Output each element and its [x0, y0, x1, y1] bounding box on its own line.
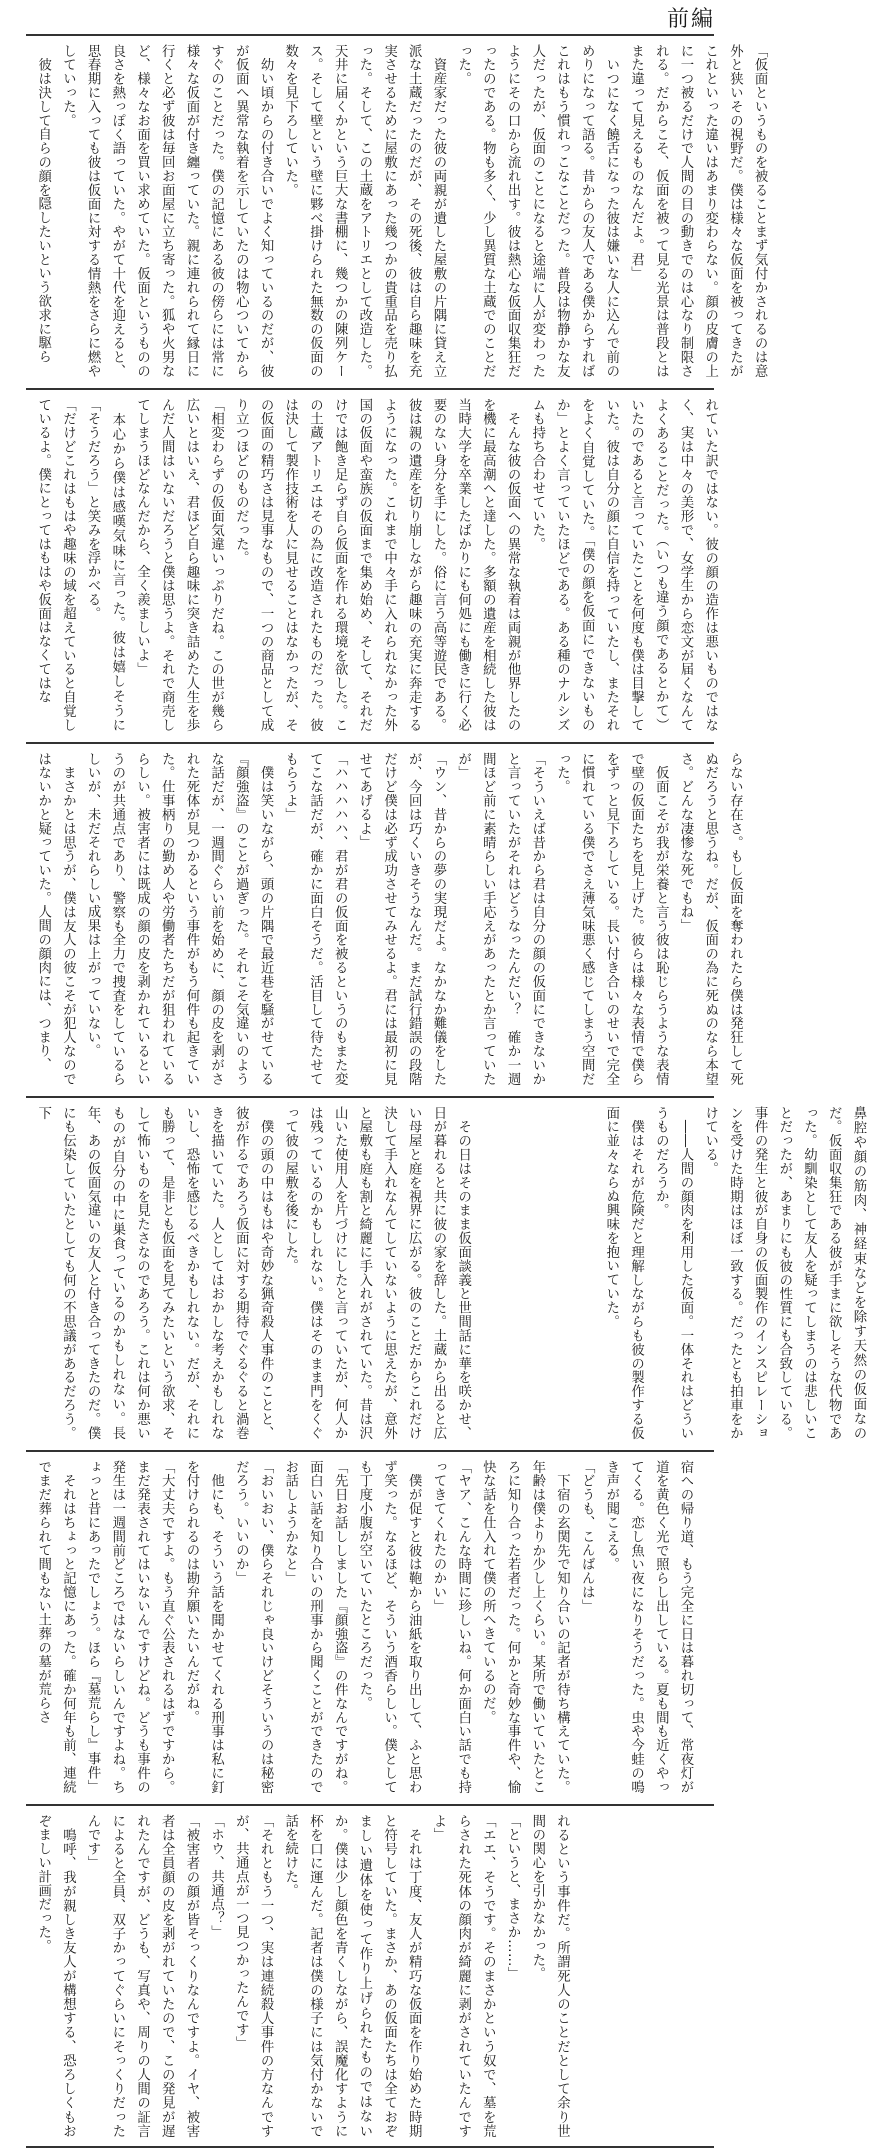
band-5-text: 宿への帰り道、もう完全に日は暮れ切って、常夜灯が道を黄色く光で照らし出している。夏も間も近くやってくる。恋し魚い夜になりそうだった。虫や今蛙の鳴き声が聞こえる。 「どうも、こんばんは」 下宿の玄関先で知り合いの記者が待ち構えていた。年齢は僕よりか少し上くらい。某所で働いていたところに知り合った若者だった。何かと奇妙な事件や、愉快な話を仕入れて僕の所へきているのだ。 「ヤア、こんな時間に珍しいね。何か面白い話でも持ってきてくれたのかい」 僕が促すと彼は鞄から油紙を取り出して、ふと思わず笑った。なるほど、そういう酒香らしい。僕としても丁度小腹が空いていたところだった。 「先日お話ししました『顔強盗』の件なんですがね。面白い話を知り合いの刑事から聞くことができたのでお話しようかなと」 「おいおい、僕らそれじゃ良いけどそういうのは秘密だろう。いいのか」 他にも、そういう話を聞かせてくれる刑事は私に釘を付けられるのは勘弁願いたいんだがね。 「大丈夫ですよ。もう直ぐ公表されるはずですから。まだ発表されてはいないんですけどね。どうも事件の発生は一週間前どころではないらしいんですよね。ちょっと昔にあったでしょう。ほら『墓荒らし』事件」 それはちょっと記憶にあった。確か何年も前、連続でまだ葬られて間もない土葬の墓が荒らさ: [35, 1460, 693, 1794]
band-4-text: 鼻腔や顔の筋肉、神経束などを除す天然の仮面なのだ。仮面収集狂である彼が手まに欲しそうな代物であった。幼馴染として友人を疑ってしまうのは悲しいことだったが、あまりにも彼の性質にも合致している。事件の発生と彼が自身の仮面製作のインスピレーションを受けた時期はほぼ一致する。だったとも拍車をかけている。 ――人間の顔肉を利用した仮面。一体それはどういうものだろうか。 僕はそれが危険だと理解しながらも彼の製作する仮面に並々ならぬ興味を抱いていた。 その日はそのまま仮面談義と世間話に華を咲かせ、日が暮れると共に彼の家を辞した。土蔵から出ると広い母屋と庭を視界に広がる。彼のことだからこれだけ決して手入れなんてしていないように思えたが、意外と屋敷も庭も割と綺麗に手入れがされていた。昔は沢山いた使用人を片づけにしたと言っていたが、何人かは残っているのかもしれない。僕はそのまま門をくぐって彼の屋敷を後にした。 僕の頭の中はもはや奇妙な猟奇殺人事件のことと、彼が作るであろう仮面に対する期待でぐるぐると渦巻きを描いていた。人としてはおかしな考えかもしれないし、恐怖を感じるべきかもしれない。だが、それにも勝って、是非とも仮面を見てみたいという欲求、そして怖いものを見たさなのであろう。これは何か悪いものが自分の中に巣食っているのかもしれない。長年、あの仮面気違いの友人と付き合ってきたのだ。僕にも伝染していたとしても何の不思議があるだろう。下: [35, 1106, 866, 1440]
text-band-1: [30, 44, 768, 378]
band-6-text: れるという事件だ。所謂死人のことだとして余り世間の関心を引かなかった。 「というと、まさか……」 「エエ、そうです。そのまさかという奴で、墓を荒らされた死体の顔肉が綺麗に剥がされていたんですよ」 それは丁度、友人が精巧な仮面を作り始めた時期と符号していた。まさか、あの仮面たちは全ておぞましい遺体を使って作り上げられたものではないか。僕は少し顔色を青くしながら、誤魔化すように杯を口に運んだ。記者は僕の様子には気付かないで話を続けた。 「それともう一つ、実は連続殺人事件の方なんですが、共通点が一つ見つかったんです」 「ホウ、共通点？」 「被害者の顔が皆そっくりなんですよ。イヤ、被害者は全員顔の皮を剥がれていたので、この発見が遅れたんですが、どうも、写真や、周りの人間の証言によると全員、双子かってぐらいにそっくりだったんです」 鳴呼、我が親しき友人が構想する、恐ろしくもおぞましい計画だった。: [35, 1814, 570, 2138]
text-band-3: [30, 752, 743, 1086]
text-band-5: [30, 1460, 710, 1794]
bottom-rule: [26, 2146, 714, 2148]
band-divider: [26, 388, 714, 390]
band-divider: [26, 1804, 714, 1806]
band-divider: [26, 1096, 714, 1098]
band-divider: [26, 1450, 714, 1452]
band-divider: [26, 742, 714, 744]
text-band-6: [30, 1814, 710, 2138]
band-3-text: らない存在さ。もし仮面を奪われたら僕は発狂して死ぬだろうと思うね。だが、仮面の為に死ぬのなら本望さ。どんな凄惨な死でもね」 仮面こそが我が栄養と言う彼は恥じらうような表情で壁の仮面たちを見上げた。彼らは様々な表情で僕らをずっと見下ろしている。長い付き合いのせいで完全に慣れている僕でさえ薄気味悪く感じてしまう空間だった。 「そういえば昔から君は自分の顔の仮面にできないかと言っていたがそれはどうなったんだい？ 確か一週間ほど前に素晴らしい手応えがあったとか言っていたが」 「ウン、昔からの夢の実現だよ。なかなか難儀をしたが、今回は巧くいきそうなんだ。まだ試行錯誤の段階だけど僕は必ず成功させてみせるよ。君には最初に見せてあげるよ」 「ハハハハハ、君が君の仮面を被るというのもまた変てこな話だが、確かに面白そうだ。活目して待たせてもらうよ」 僕は笑いながら、頭の片隅で最近巷を騒がせている『顔強盗』のことが過ぎった。それこそ気違いのような話だが、一週間ぐらい前を始めに、顔の皮を剥がされた死体が見つかるという事件がもう何件も起きていた。仕事柄りの勤め人や労働者たちだが狙われているらしい。被害者には既成の顔の皮を剥かれているというのが共通点であり、警察も全力で捜査をしているらしいが、未だそれらしい成果は上がっていない。 まさかとは思うが、僕は友人の彼こそが犯人なのではないかと疑っていた。人間の顔肉には、つまり、: [35, 752, 743, 1086]
band-2-text: れていた訳ではない。彼の顔の造作は悪いものではなく、実は中々の美形で、女学生から恋文が届くなんてよくあることだった。（いつも違う顔であるとかて）いたのであると言っていたことを何度も僕は目撃していた。彼は自分の顔に自信を持っていたし、またそれをよく自覚していた。「僕の顔を仮面にできないものか」とよく言っていたほどである。ある種のナルシズムも持ち合わせていた。 そんな彼の仮面への異常な執着は両親が他界したのを機に最高潮へと達した。多額の遺産を相続した彼は当時大学を卒業したばかりにも何処にも働きに行く必要のない身分を手にした。俗に言う高等遊民である。彼は親の遺産を切り崩しながら趣味の充実に奔走するようになった。これまで中々手に入れられなかった外国の仮面や蛮族の仮面まで集め始め、そして、それだけでは飽き足らず自ら仮面を作れる環境を欲した。この土蔵アトリエはその為に改造されたものだった。彼は決して製作技術を人に見せることはなかったが、その仮面の精巧さは見事なもので、一つの商品として成り立つほどのものだった。 「相変わらずの仮面気違いっぷりだね。この世が幾ら広いとはいえ、君ほど自ら趣味に突き詰めた人生を歩んだ人間はいないだろうと僕は思うよ。それで商売してしまうほどなんだから、全く羨ましいよ」 本心から僕は感嘆気味に言った。彼は嬉しそうに「そうだろう」と笑みを浮かべる。 「だけどこれはもはや趣味の域を超えていると自覚しているよ。僕にとってはもはや仮面はなくてはな: [35, 398, 718, 732]
text-band-4: [30, 1106, 866, 1440]
band-1-text: 「仮面というものを被ることまず気付かされるのは意外と狭いその視野だ。僕は様々な仮面を被ってきたがこれといった違いはあまり変わらない。顔の皮膚の上に一つ被るだけで人間の目の動きでのは心なり制限される。だからこそ、仮面を被って見る光景は普段とはまた違って見えるものなんだよ。君」 いつになく饒舌になった彼は嫌いな人に込んで前のめりになって語る。昔からの友人である僕からすればこれはもう慣れっこなことだった。普段は物静かな友人だったが、仮面のことになると途端に人が変わったようにその口から流れ出す。彼は熱心な仮面収集狂だったのである。物も多く、少し異質な土蔵でのことだった。 資産家だった彼の両親が遺した屋敷の片隅に貸え立派な土蔵だったのだが、その死後、彼は自ら趣味を充実させるために屋敷にあった幾つかの貴重品を売り払った。そして、この土蔵をアトリエとして改造した。天井に届くかという巨大な書棚に、幾つかの陳列ケース。そして壁という壁に夥べ掛けられた無数の仮面の数々を見下ろしていた。 幼い頃からの付き合いでよく知っているのだが、彼が仮面へ異常な執着を示していたのは物心ついてからすぐのことだった。僕の記憶にある彼の傍らには常に様々な仮面が付き纏っていた。親に連れられて縁日に行くと必ず彼は毎回お面屋に立ち寄った。狐や火男など、様々なお面を買い求めていた。仮面というものの良さを熱っぽく語っていた。やがて十代を迎えると、思春期に入っても彼は仮面に対する情熱をさらに燃やしていった。 彼は決して自らの顔を隠したいという欲求に駆ら: [35, 44, 768, 378]
part-title: 前編: [666, 7, 715, 32]
text-band-2: [30, 398, 718, 732]
top-rule: [26, 34, 714, 36]
